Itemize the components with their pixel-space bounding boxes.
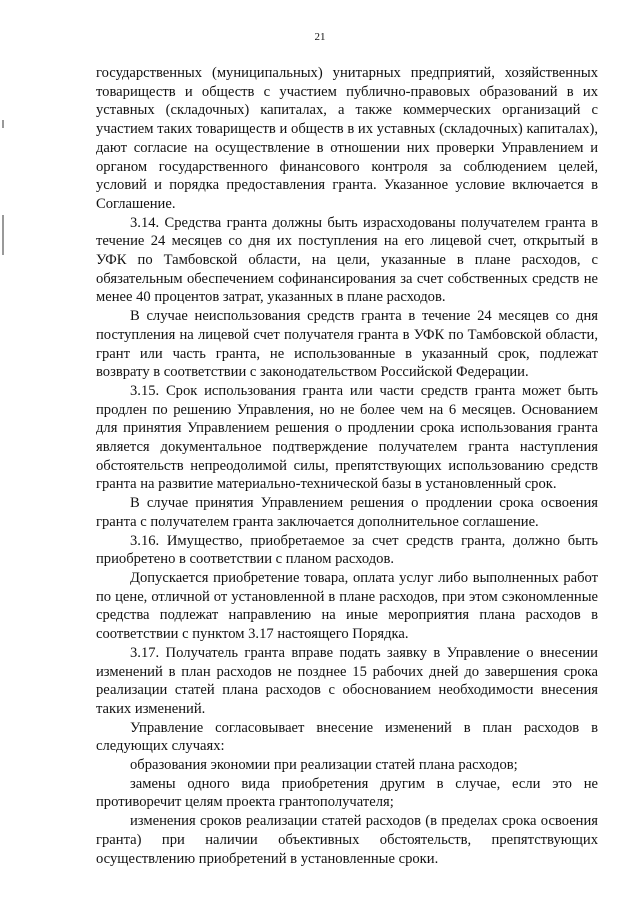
paragraph: Допускается приобретение товара, оплата услуг либо выполненных работ по цене, отличной от установленной в плане расходов, при этом сэкономленные средства подлежат направлению на иные мероприятия плана расходов в соответствии с пунктом 3.17 настоящего Порядка. (96, 569, 598, 643)
paragraph-3-15: 3.15. Срок использования гранта или части средств гранта может быть продлен по решению Управления, но не более чем на 6 месяцев. Основанием для принятия Управлением решения о продлении срока использования гранта является документальное подтверждение получателем гранта наступления обстоятельств непреодолимой силы, препятствующих использованию средств гранта на развитие материально-технической базы в установленный срок. (96, 382, 598, 493)
paragraph-3-14: 3.14. Средства гранта должны быть израсходованы получателем гранта в течение 24 месяцев со дня их поступления на его лицевой счет, открытый в УФК по Тамбовской области, на цели, указанные в плане расходов, с обязательным обеспечением софинансирования за счет собственных средств не менее 40 процентов затрат, указанных в плане расходов. (96, 214, 598, 306)
paragraph: В случае неиспользования средств гранта в течение 24 месяцев со дня поступления на лицевой счет получателя гранта в УФК по Тамбовской области, грант или часть гранта, не использованные в указанный срок, подлежат возврату в соответствии с законодательством Российской Федерации. (96, 308, 598, 381)
paragraph: В случае принятия Управлением решения о продлении срока освоения гранта с получателем гранта заключается дополнительное соглашение. (96, 495, 598, 530)
paragraph-3-16: 3.16. Имущество, приобретаемое за счет средств гранта, должно быть приобретено в соответствии с планом расходов. (96, 532, 598, 568)
document-body (96, 64, 598, 868)
scan-margin-mark (2, 215, 4, 255)
list-item: образования экономии при реализации статей плана расходов; (130, 757, 518, 774)
paragraph-3-17: 3.17. Получатель гранта вправе подать заявку в Управление о внесении изменений в план расходов не позднее 15 рабочих дней до завершения срока реализации статей плана расходов с обоснованием необходимости внесения таких изменений. (96, 644, 598, 717)
list-item: изменения сроков реализации статей расходов (в пределах срока освоения гранта) при наличии объективных обстоятельств, препятствующих осуществлению приобретений в установленные сроки. (96, 813, 598, 867)
paragraph: государственных (муниципальных) унитарных предприятий, хозяйственных товариществ и обществ с участием публично-правовых образований в их уставных (складочных) капиталах, а также коммерческих организаций с участием таких товариществ и обществ в их уставных (складочных) капиталах), дают согласие на осуществление в отношении них проверки Управлением и органом государственного финансового контроля за соблюдением целей, условий и порядка предоставления гранта. Указанное условие включается в Соглашение. (96, 65, 598, 212)
paragraph: Управление согласовывает внесение изменений в план расходов в следующих случаях: (96, 719, 598, 755)
scan-margin-mark (2, 120, 4, 128)
list-item: замены одного вида приобретения другим в случае, если это не противоречит целям проекта грантополучателя; (96, 775, 598, 811)
page-number: 21 (314, 31, 326, 43)
